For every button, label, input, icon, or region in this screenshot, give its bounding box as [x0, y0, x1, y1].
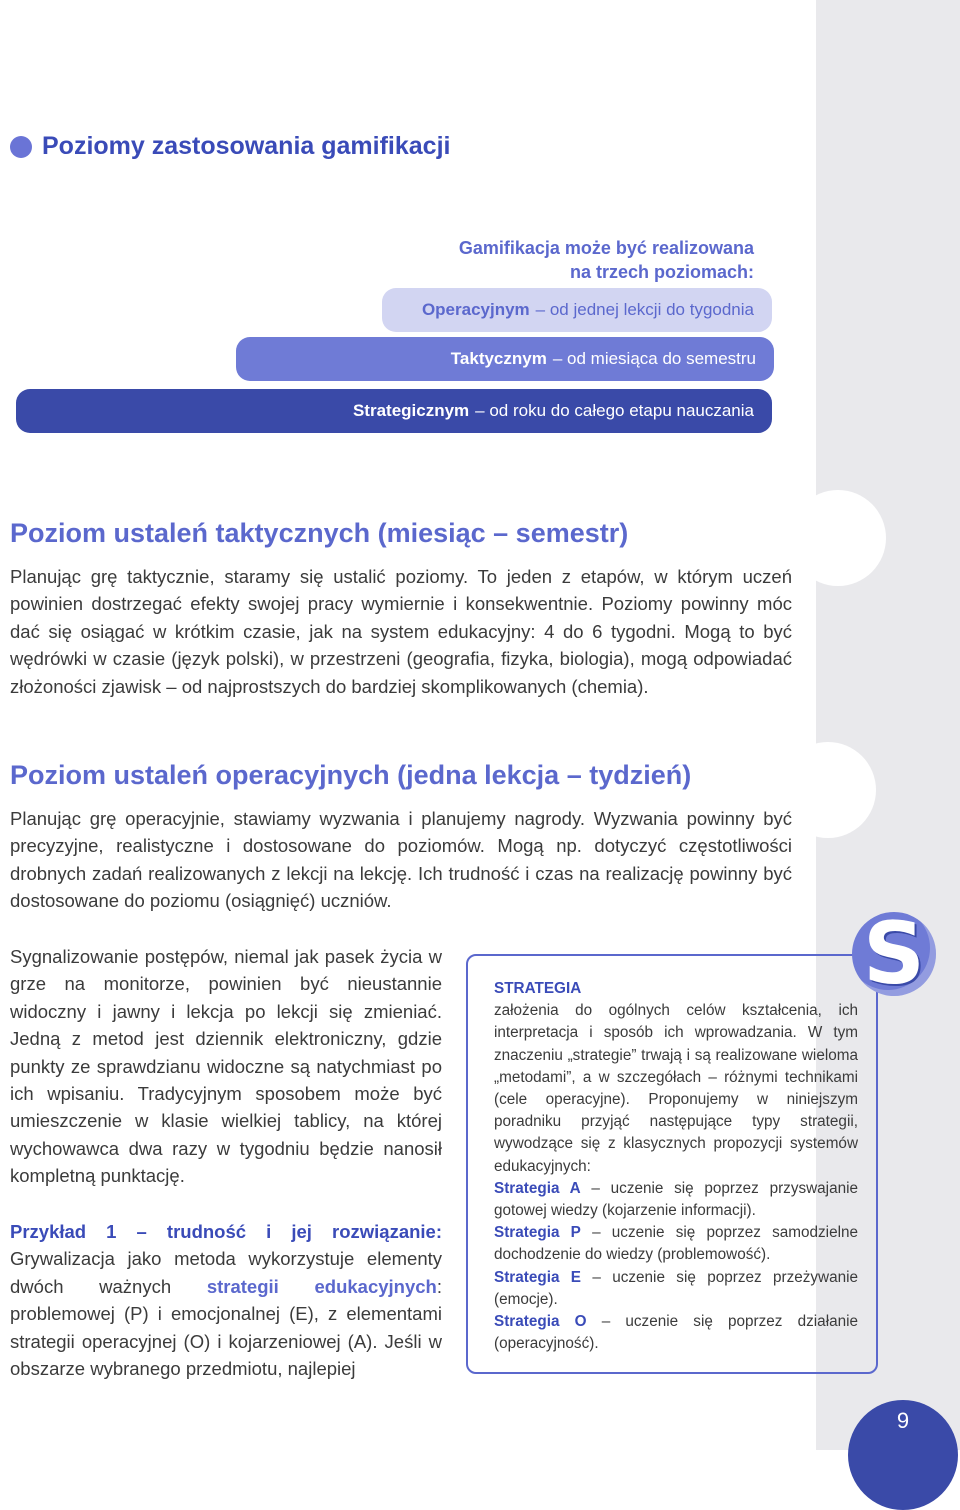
strategy-item	[494, 1222, 858, 1266]
strategy-name: Strategia O	[494, 1313, 587, 1331]
strategy-box-title: STRATEGIA	[494, 980, 582, 997]
level-operational	[382, 288, 772, 332]
section-title	[10, 132, 450, 161]
strategy-item	[494, 1178, 858, 1222]
sidebar-notch	[790, 490, 886, 586]
level-strategic	[16, 389, 772, 433]
level-name: Strategicznym	[352, 401, 470, 420]
bullet-dot-icon	[10, 136, 32, 158]
strategy-item	[494, 1267, 858, 1311]
strategy-desc: – uczenie się poprzez przeżywanie (emocje).	[494, 1268, 858, 1308]
strategy-box	[466, 954, 878, 1374]
example-text: Grywalizacja jako metoda wykorzystuje elementy dwóch ważnych	[10, 1248, 442, 1297]
strategies-link[interactable]: strategii edukacyjnych	[206, 1275, 437, 1297]
intro-line: Gamifikacja może być realizowana	[458, 238, 754, 258]
example-paragraph	[10, 1218, 442, 1382]
operational-heading: Poziom ustaleń operacyjnych (jedna lekcja – tydzień)	[10, 760, 692, 790]
strategy-name: Strategia E	[494, 1268, 582, 1286]
strategy-name: Strategia P	[494, 1224, 581, 1242]
progress-paragraph: Sygnalizowanie postępów, niemal jak pasek życia w grze na monitorze, powinien być nieustannie widoczny i jawny i lekcja po lekcji się zmieniać. Jedną z metod jest dziennik elektroniczny, gdzie punkty ze sprawdzianu widoczne są natychmiast po ich wpisaniu. Tradycyjnym sposobem może być umieszczenie w klasie wielkiej tablicy, na której wychowawca dwa razy w tygodniu będzie nanosił kompletną punktację.	[10, 946, 442, 1187]
level-name: Operacyjnym	[421, 300, 530, 319]
strategy-desc: – uczenie się poprzez działanie (operacyjność).	[494, 1313, 859, 1353]
level-range: – od roku do całego etapu nauczania	[475, 401, 754, 420]
logo-letter: S	[863, 904, 925, 1004]
page-number-badge	[848, 1400, 958, 1510]
example-label: Przykład 1 – trudność i jej rozwiązanie:	[10, 1221, 442, 1242]
page-title: Poziomy zastosowania gamifikacji	[42, 132, 451, 160]
strategy-desc: – uczenie się poprzez przyswajanie gotowej wiedzy (kojarzenie informacji).	[494, 1179, 858, 1220]
levels-intro	[334, 236, 754, 284]
example-text: : problemowej (P) i emocjonalnej (E), z elementami strategii operacyjnej (O) i kojarzeniowej (A). Jeśli w obszarze wybranego przedmiotu, najlepiej	[10, 1275, 442, 1380]
strategy-desc: – uczenie się poprzez samodzielne dochodzenie do wiedzy (problemowość).	[494, 1224, 858, 1264]
strategy-box-body: założenia do ogólnych celów kształcenia, ich interpretacja i sposób ich wprowadzania. W tym znaczeniu „strategie” trwają i są realizowane wieloma „metodami”, a w szczegółach – różnymi technikami (cele operacyjne). Proponujemy w niniejszym poradniku przyjąć następujące typy strategii, wywodzące się z klasycznych propozycji systemów edukacyjnych:	[494, 1002, 858, 1175]
level-range: – od jednej lekcji do tygodnia	[535, 300, 754, 319]
tactical-body: Planując grę taktycznie, staramy się ustalić poziomy. To jeden z etapów, w którym uczeń powinien dostrzegać efekty swojej pracy wymiernie i konsekwentnie. Poziomy powinny móc dać się osiągać w krótkim czasie, jak na system edukacyjny: 4 do 6 tygodni. Mogą to być wędrówki w czasie (język polski), w przestrzeni (geografia, fizyka, biologia), mogą odpowiadać złożoności zjawisk – od najprostszych do bardziej skomplikowanych (chemia).	[10, 566, 792, 697]
level-name: Taktycznym	[450, 349, 547, 368]
strategy-item	[494, 1311, 858, 1355]
level-range: – od miesiąca do semestru	[552, 349, 756, 368]
strategy-name: Strategia A	[494, 1179, 581, 1197]
level-tactical	[236, 337, 774, 381]
tactical-heading: Poziom ustaleń taktycznych (miesiąc – semestr)	[10, 518, 629, 548]
strategy-s-icon	[852, 904, 936, 1004]
page-number: 9	[896, 1408, 910, 1433]
intro-line: na trzech poziomach:	[569, 262, 754, 282]
sidebar-notch	[780, 742, 876, 838]
operational-body: Planując grę operacyjnie, stawiamy wyzwania i planujemy nagrody. Wyzwania powinny być precyzyjne, realistyczne i dostosowane do poziomów. Mogą np. dotyczyć częstotliwości drobnych zadań realizowanych z lekcji na lekcję. Ich trudność i czas na realizację powinny być dostosowane do poziomu (osiągnięć) uczniów.	[10, 808, 792, 912]
